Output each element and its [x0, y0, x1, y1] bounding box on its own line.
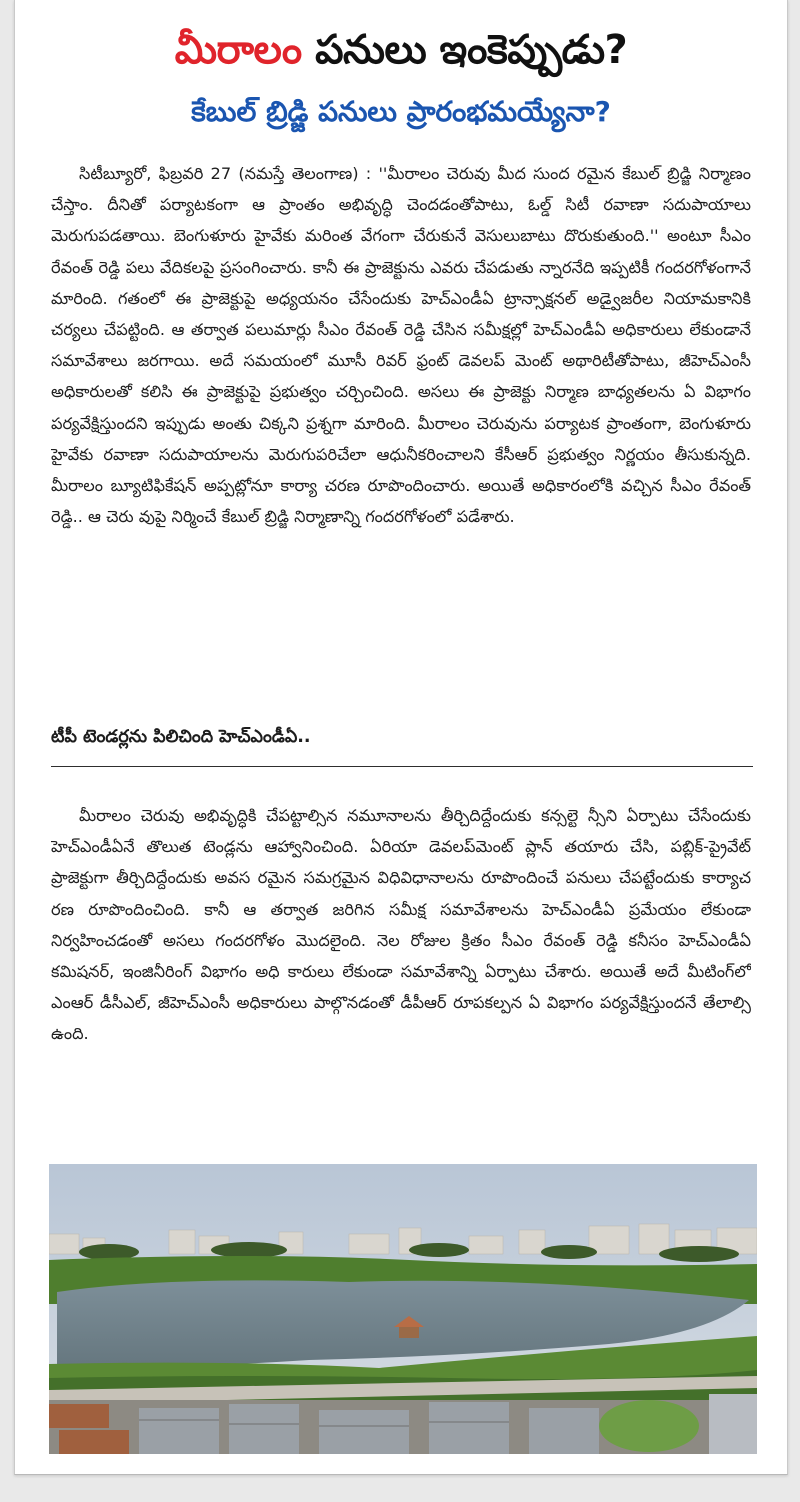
subheadline: కేబుల్ బ్రిడ్జి పనులు ప్రారంభమయ్యేనా?: [191, 95, 611, 128]
headline-black-text: పనులు ఇంకెప్పుడు?: [315, 27, 628, 73]
lake-photo-illustration: [49, 1164, 757, 1454]
section-divider: [51, 766, 753, 767]
article-paragraph-2: మీరాలం చెరువు అభివృద్ధికి చేపట్టాల్సిన నమూనాలను తీర్చిదిద్దేందుకు కన్సల్టె న్సీని ఏర్పాటు చేసేందుకు హెచ్ఎండీఏనే తొలుత టెండ్లను ఆహ్వానించింది. ఏరియా డెవలప్‌మెంట్ ప్లాన్ తయారు చేసి, పబ్లిక్-ప్రైవేట్ ప్రాజెక్టుగా తీర్చిదిద్దేందుకు అవస రమైన సమగ్రమైన విధివిధానాలను రూపొందించే పనులు చేపట్టేందుకు కార్యాచ రణ రూపొందించింది. కానీ ఆ తర్వాత జరిగిన సమీక్ష సమావేశాలను హెచ్ఎండీఏ ప్రమేయం లేకుండా నిర్వహించడంతో అసలు గందరగోళం మొదలైంది. నెల రోజుల క్రితం సీఎం రేవంత్ రెడ్డి కనీసం హెచ్ఎండీఏ కమిషనర్, ఇంజినీరింగ్ విభాగం అధి కారులు లేకుండా సమావేశాన్ని ఏర్పాటు చేశారు. అయితే అదే మీటింగ్‌లో ఎంఆర్ డీసీఎల్, జీహెచ్ఎంసీ అధికారులు పాల్గొనడంతో డీపీఆర్ రూపకల్పన ఏ విభాగం పర్యవేక్షిస్తుందనే తేలాల్సి ఉంది.: [51, 806, 751, 1044]
lake-photo: [49, 1164, 757, 1454]
headline: [15, 14, 787, 86]
article-clipping: [14, 0, 788, 1475]
article-paragraph-1: సిటీబ్యూరో, ఫిబ్రవరి 27 (నమస్తే తెలంగాణ) : ''మీరాలం చెరువు మీద సుంద రమైన కేబుల్ బ్రిడ్జి నిర్మాణం చేస్తాం. దీనితో పర్యాటకంగా ఆ ప్రాంతం అభివృద్ధి చెందడంతోపాటు, ఓల్డ్ సిటీ రవాణా సదుపాయాలు మెరుగుపడతాయి. బెంగుళూరు హైవేకు మరింత వేగంగా చేరుకునే వెసులుబాటు దొరుకుతుంది.'' అంటూ సీఎం రేవంత్ రెడ్డి పలు వేదికలపై ప్రసంగించారు. కానీ ఈ ప్రాజెక్టును ఎవరు చేపడుతు న్నారనేది ఇప్పటికీ గందరగోళంగానే మారింది. గతంలో ఈ ప్రాజెక్టుపై అధ్యయనం చేసేందుకు హెచ్ఎండీఏ ట్రాన్సాక్షనల్ అడ్వైజరీల నియామకానికి చర్యలు చేపట్టింది. ఆ తర్వాత పలుమార్లు సీఎం రేవంత్ రెడ్డి చేసిన సమీక్షల్లో హెచ్ఎండీఏ అధికారులు లేకుండానే సమావేశాలు జరగాయి. అదే సమయంలో మూసీ రివర్ ఫ్రంట్ డెవలప్ మెంట్ అథారిటీతోపాటు, జీహెచ్ఎంసీ అధికారులతో కలిసి ఈ ప్రాజెక్టుపై ప్రభుత్వం చర్చించింది. అసలు ఈ ప్రాజెక్టు నిర్మాణ బాధ్యతలను ఏ విభాగం పర్యవేక్షిస్తుందని ఇప్పుడు అంతు చిక్కని ప్రశ్నగా మారింది. మీరాలం చెరువును పర్యాటక ప్రాంతంగా, బెంగుళూరు హైవేకు రవాణా సదుపాయాలను మెరుగుపరిచేలా ఆధునీకరించాలని కేసీఆర్ ప్రభుత్వం నిర్ణయం తీసుకున్నది. మీరాలం బ్యూటిఫికేషన్ అప్పట్లోనూ కార్యా చరణ రూపొందించారు. అయితే అధికారంలోకి వచ్చిన సీఎం రేవంత్ రెడ్డి.. ఆ చెరు వుపై నిర్మించే కేబుల్ బ్రిడ్జి నిర్మాణాన్ని గందరగోళంలో పడేశారు.: [51, 164, 751, 527]
section-heading: టీపీ టెండర్లను పిలిచింది హెచ్ఎండీఏ..: [51, 727, 311, 747]
headline-red-word: మీరాలం: [174, 27, 302, 73]
